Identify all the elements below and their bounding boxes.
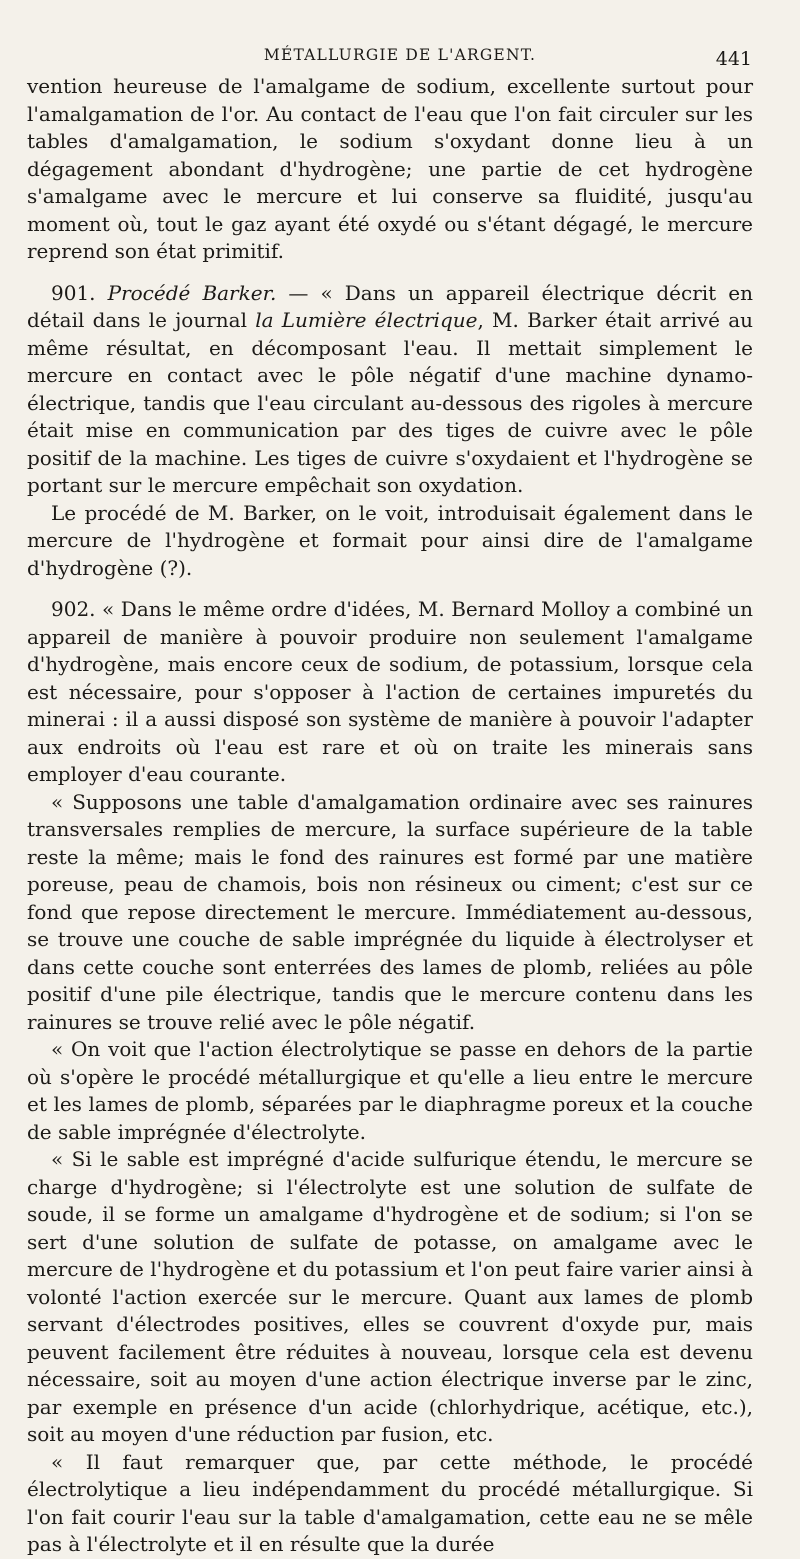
running-head: [0, 42, 800, 72]
paragraph-text: — « Dans un appareil électrique décrit en détail dans le journal: [27, 280, 754, 332]
paragraph: « Si le sable est imprégné d'acide sulfurique étendu, le mercure se charge d'hydrogène; si l'électrolyte est une solution de sulfate de soude, il se forme un amalgame d'hydrogène et de sodium; si l'on se sert d'une solution de sulfate de potasse, on amalgame avec le mercure de l'hydrogène et du potassium et l'on peut faire varier ainsi à volonté l'action exercée sur le mercure. Quant aux lames de plomb servant d'électrodes positives, elles se couvrent d'oxyde pur, mais peuvent facilement être réduites à nouveau, lorsque cela est devenu nécessaire, soit au moyen d'une action électrique inverse par le zinc, par exemple en présence d'un acide (chlorhydrique, acétique, etc.), soit au moyen d'une réduction par fusion, etc.: [27, 1147, 753, 1446]
paragraph-continuation: vention heureuse de l'amalgame de sodium, excellente surtout pour l'amalgamation de l'or. Au contact de l'eau que l'on fait circuler sur les tables d'amalgamation, le sodium s'oxydant donne lieu à un dégagement abondant d'hydrogène; une partie de cet hydrogène s'amalgame avec le mercure et lui conserve sa fluidité, jusqu'au moment où, tout le gaz ayant été oxydé ou s'étant dégagé, le mercure reprend son état primitif.: [27, 74, 753, 263]
paragraph-text: , M. Barker était arrivé au même résultat, en décomposant l'eau. Il mettait simplement le mercure en contact avec le pôle négatif d'une machine dynamo-électrique, tandis que l'eau circulant au-dessous des rigoles à mercure était mise en communication par des tiges de cuivre avec le pôle positif de la machine. Les tiges de cuivre s'oxydaient et l'hydrogène se portant sur le mercure empêchait son oxydation.: [27, 308, 754, 497]
section-title: Procédé Barker.: [107, 280, 277, 305]
section-number: 902.: [51, 597, 96, 621]
paragraph-902: [27, 596, 753, 789]
paragraph: Le procédé de M. Barker, on le voit, introduisait également dans le mercure de l'hydrogène et formait pour ainsi dire de l'amalgame d'hydrogène (?).: [27, 500, 753, 580]
paragraph: « Il faut remarquer que, par cette méthode, le procédé électrolytique a lieu indépendamment du procédé métallurgique. Si l'on fait courir l'eau sur la table d'amalgamation, cette eau ne se mêle pas à l'électrolyte et il en résulte que la durée: [27, 1449, 753, 1556]
paragraph-text: « Dans le même ordre d'idées, M. Bernard Molloy a combiné un appareil de manière à pouvoir produire non seulement l'amalgame d'hydrogène, mais encore ceux de sodium, de potassium, lorsque cela est nécessaire, pour s'opposer à l'action de certaines impuretés du minerai : il a aussi disposé son système de manière à pouvoir l'adapter aux endroits où l'eau est rare et où on traite les minerais sans employer d'eau courante.: [27, 597, 753, 786]
section-number: 901.: [51, 280, 96, 305]
paragraph: « Supposons une table d'amalgamation ordinaire avec ses rainures transversales remplies de mercure, la surface supérieure de la table reste la même; mais le fond des rainures est formé par une matière poreuse, peau de chamois, bois non résineux ou ciment; c'est sur ce fond que repose directement le mercure. Immédiatement au-dessous, se trouve une couche de sable imprégnée du liquide à électrolyser et dans cette couche sont enterrées des lames de plomb, reliées au pôle positif d'une pile électrique, tandis que le mercure contenu dans les rainures se trouve relié avec le pôle négatif.: [27, 789, 753, 1034]
body-text: [27, 73, 753, 1559]
page-number: 441: [715, 48, 752, 70]
running-title: MÉTALLURGIE DE L'ARGENT.: [263, 46, 537, 64]
paragraph-901: [27, 280, 753, 500]
journal-title: la Lumière électrique: [255, 308, 478, 332]
paragraph: « On voit que l'action électrolytique se passe en dehors de la partie où s'opère le procédé métallurgique et qu'elle a lieu entre le mercure et les lames de plomb, séparées par le diaphragme poreux et la couche de sable imprégnée d'électrolyte.: [27, 1037, 753, 1144]
